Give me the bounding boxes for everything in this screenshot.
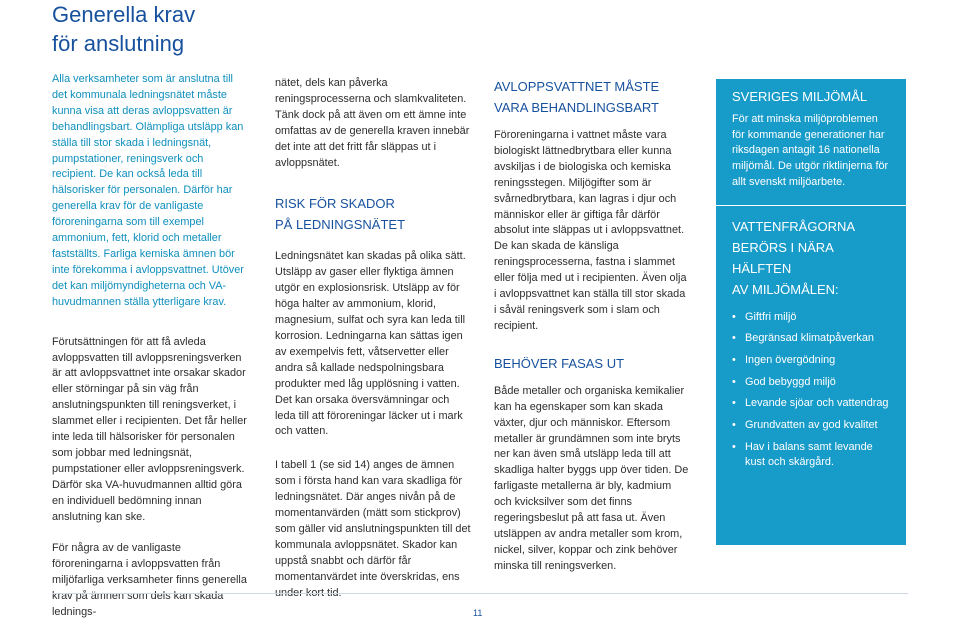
section-heading: AVLOPPSVATTNET MÅSTE VARA BEHANDLINGSBART xyxy=(494,79,660,115)
page-title: Generella krav för anslutning xyxy=(52,2,196,56)
body-paragraph: nätet, dels kan påverka reningsprocesserna och slamkvaliteten. Tänk dock på att även om ett ämne inte omfattas av de generella kraven innebär det inte att det fritt får släppas ut i avloppsnätet. xyxy=(275,77,470,169)
goals-list xyxy=(716,310,906,472)
body-paragraph: Både metaller och organiska kemikalier kan ha egenskaper som kan skada växter, djur och människor. Eftersom metaller är grundämnen som inte bryts ner kan även små utsläpp leda till att skadliga halter byggs upp över tiden. De farligaste metallerna är bly, kadmium och kvicksilver som det finns regeringsbeslut på att fasa ut. Även utsläppen av andra metaller som krom, nickel, silver, koppar och zink behöver minska till reningsverken. xyxy=(494,384,689,572)
list-item: • Begränsad klimatpåverkan xyxy=(732,331,892,347)
section-heading: RISK FÖR SKADOR PÅ LEDNINGSNÄTET xyxy=(275,196,406,233)
list-item: • Levande sjöar och vattendrag xyxy=(732,396,892,412)
body-paragraph: I tabell 1 (se sid 14) anges de ämnen som i första hand kan vara skadliga för ledningsnätet. Där anges nivån på de momentanvärden (mätt som stickprov) som gäller vid anslutningspunkten till det kommunala avloppsnätet. Skador kan uppstå snabbt och därför får momentanvärdet inte överskridas, ens under kort tid. xyxy=(275,459,471,599)
body-paragraph: För några av de vanligaste föroreningarna i avloppsvatten från miljöfarliga verksamheter finns generella krav på ämnen som dels kan skada lednings- xyxy=(52,542,247,619)
list-item: • Grundvatten av god kvalitet xyxy=(732,418,892,434)
bullet-icon: • xyxy=(732,440,736,453)
panel-divider xyxy=(716,205,906,206)
panel-title: SVERIGES MILJÖMÅL xyxy=(732,89,868,104)
page-number: 11 xyxy=(473,608,483,618)
bullet-icon: • xyxy=(732,419,736,432)
bullet-icon: • xyxy=(732,332,736,345)
list-item: • God bebyggd miljö xyxy=(732,375,892,391)
bullet-icon: • xyxy=(732,375,736,388)
bullet-icon: • xyxy=(732,353,736,366)
column-1 xyxy=(52,72,248,633)
list-item: • Giftfri miljö xyxy=(732,310,892,326)
body-paragraph: Förutsättningen för att få avleda avloppsvatten till avloppsreningsverken är att avloppsvattnet inte orsakar skador eller störningar på sin väg från anslutningspunkten till reningsverket, i slammet eller i recipienten. Det får heller inte leda till hälsorisker för personalen som jobbar med ledningsnät, pumpstationer eller avloppsreningsverk. Därför ska VA-huvudmannen alltid göra en individuell bedömning innan anslutning kan ske. xyxy=(52,335,247,523)
column-2 xyxy=(275,76,471,613)
list-item: • Hav i balans samt levande kust och skärgård. xyxy=(732,440,873,469)
section-heading: BEHÖVER FASAS UT xyxy=(494,355,625,371)
footer-divider xyxy=(52,593,908,594)
body-paragraph: Föroreningarna i vattnet måste vara biologiskt lättnedbrytbara eller kunna avskiljas i de biologiska och kemiska reningsstegen. Miljögifter som är svårnedbrytbara, kan lagras i djur och människor eller är giftiga får därför absolut inte släppas ut i avloppsvattnet. De kan skada de känsliga reningsprocesserna, fastna i slammet eller följa med ut i recipienten. Även olja i avloppsvattnet kan ställa till stor skada i såväl reningsverk som i slam och recipient. xyxy=(494,129,687,332)
panel-heading: VATTENFRÅGORNA BERÖRS I NÄRA HÄLFTEN AV MILJÖMÅLEN: xyxy=(732,218,856,297)
intro-paragraph: Alla verksamheter som är anslutna till det kommunala ledningsnätet måste kunna visa att deras avloppsvatten är behandlingsbart. Olämpliga utsläpp kan ställa till stor skada i ledningsnät, pumpstationer, reningsverk och recipient. De kan också leda till hälsorisker för personalen. Därför har generella krav för de vanligaste föroreningarna som till exempel ammonium, fett, klorid och metaller fastställts. Farliga kemiska ämnen bör inte förekomma i avloppsvattnet. Utöver det kan miljömyndigheterna och VA-huvudmannen ställa ytterligare krav. xyxy=(52,73,244,308)
list-item: • Ingen övergödning xyxy=(732,353,892,369)
panel-text: För att minska miljöproblemen för kommande generationer har riksdagen antagit 16 nationella miljömål. De utgör riktlinjerna för allt svenskt miljöarbete. xyxy=(732,113,889,188)
column-3 xyxy=(494,76,690,587)
body-paragraph: Ledningsnätet kan skadas på olika sätt. Utsläpp av gaser eller flyktiga ämnen utgör en explosionsrisk. Utsläpp av för höga halter av ammonium, klorid, magnesium, sulfat och syra kan leda till korrosion. Ledningarna kan sättas igen av exempelvis fett, våtservetter eller andra så kallade nedspolningsbara produkter med låg upplösning i vatten. Det kan orsaka översvämningar och leda till att föroreningar läcker ut i mark och vatten. xyxy=(275,250,466,438)
environment-goals-panel xyxy=(716,79,906,545)
bullet-icon: • xyxy=(732,397,736,410)
bullet-icon: • xyxy=(732,310,736,323)
